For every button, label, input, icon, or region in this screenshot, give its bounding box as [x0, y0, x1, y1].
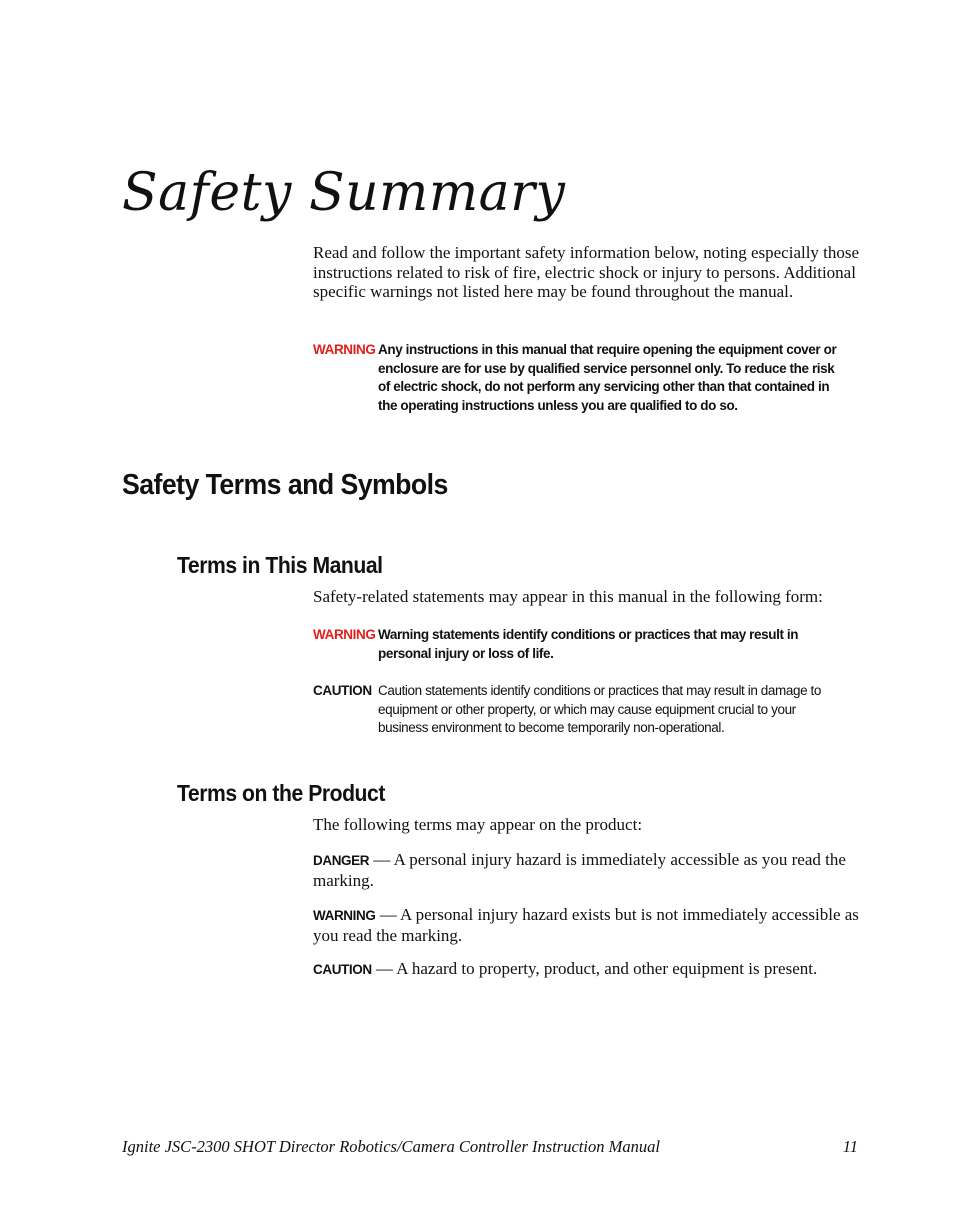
product-terms-intro: The following terms may appear on the product: — [313, 815, 643, 834]
footer-page-number: 11 — [842, 1137, 858, 1156]
manual-warning-notice — [313, 626, 843, 663]
warning-text: Warning statements identify conditions or practices that may result in personal injury or loss of life. — [378, 627, 799, 661]
warning-label: WARNING — [313, 627, 376, 642]
manual-caution-notice — [313, 682, 843, 738]
subheading-terms-in-manual: Terms in This Manual — [177, 552, 383, 578]
warning-text: Any instructions in this manual that require opening the equipment cover or enclosure are for use by qualified service personnel only. To reduce the risk of electric shock, do not perform any servicing other than that contained in the operating instructions unless you are qualified to do so. — [378, 342, 837, 413]
danger-text: — A personal injury hazard is immediately accessible as you read the marking. — [313, 850, 846, 890]
top-warning-notice — [313, 341, 843, 415]
caution-label: CAUTION — [313, 683, 372, 698]
caution-text: — A hazard to property, product, and other equipment is present. — [375, 959, 818, 978]
page-title: Safety Summary — [122, 163, 566, 223]
warning-label: WARNING — [313, 342, 376, 357]
product-term-danger — [313, 850, 861, 890]
subheading-terms-on-product: Terms on the Product — [177, 780, 385, 806]
caution-text: Caution statements identify conditions or practices that may result in damage to equipment or other property, or which may cause equipment crucial to your business environment to become temporarily non-operational. — [378, 683, 821, 735]
caution-label: CAUTION — [313, 962, 372, 977]
product-term-warning — [313, 905, 861, 945]
manual-terms-intro: Safety-related statements may appear in this manual in the following form: — [313, 587, 823, 606]
danger-label: DANGER — [313, 853, 370, 868]
section-heading: Safety Terms and Symbols — [122, 469, 448, 501]
warning-label: WARNING — [313, 908, 376, 923]
footer-manual-title: Ignite JSC-2300 SHOT Director Robotics/Camera Controller Instruction Manual — [122, 1137, 660, 1156]
product-term-caution — [313, 959, 861, 980]
warning-text: — A personal injury hazard exists but is not immediately accessible as you read the marking. — [313, 905, 859, 945]
intro-paragraph: Read and follow the important safety information below, noting especially those instructions related to risk of fire, electric shock or injury to persons. Additional specific warnings not listed here may be found throughout the manual. — [313, 243, 860, 301]
